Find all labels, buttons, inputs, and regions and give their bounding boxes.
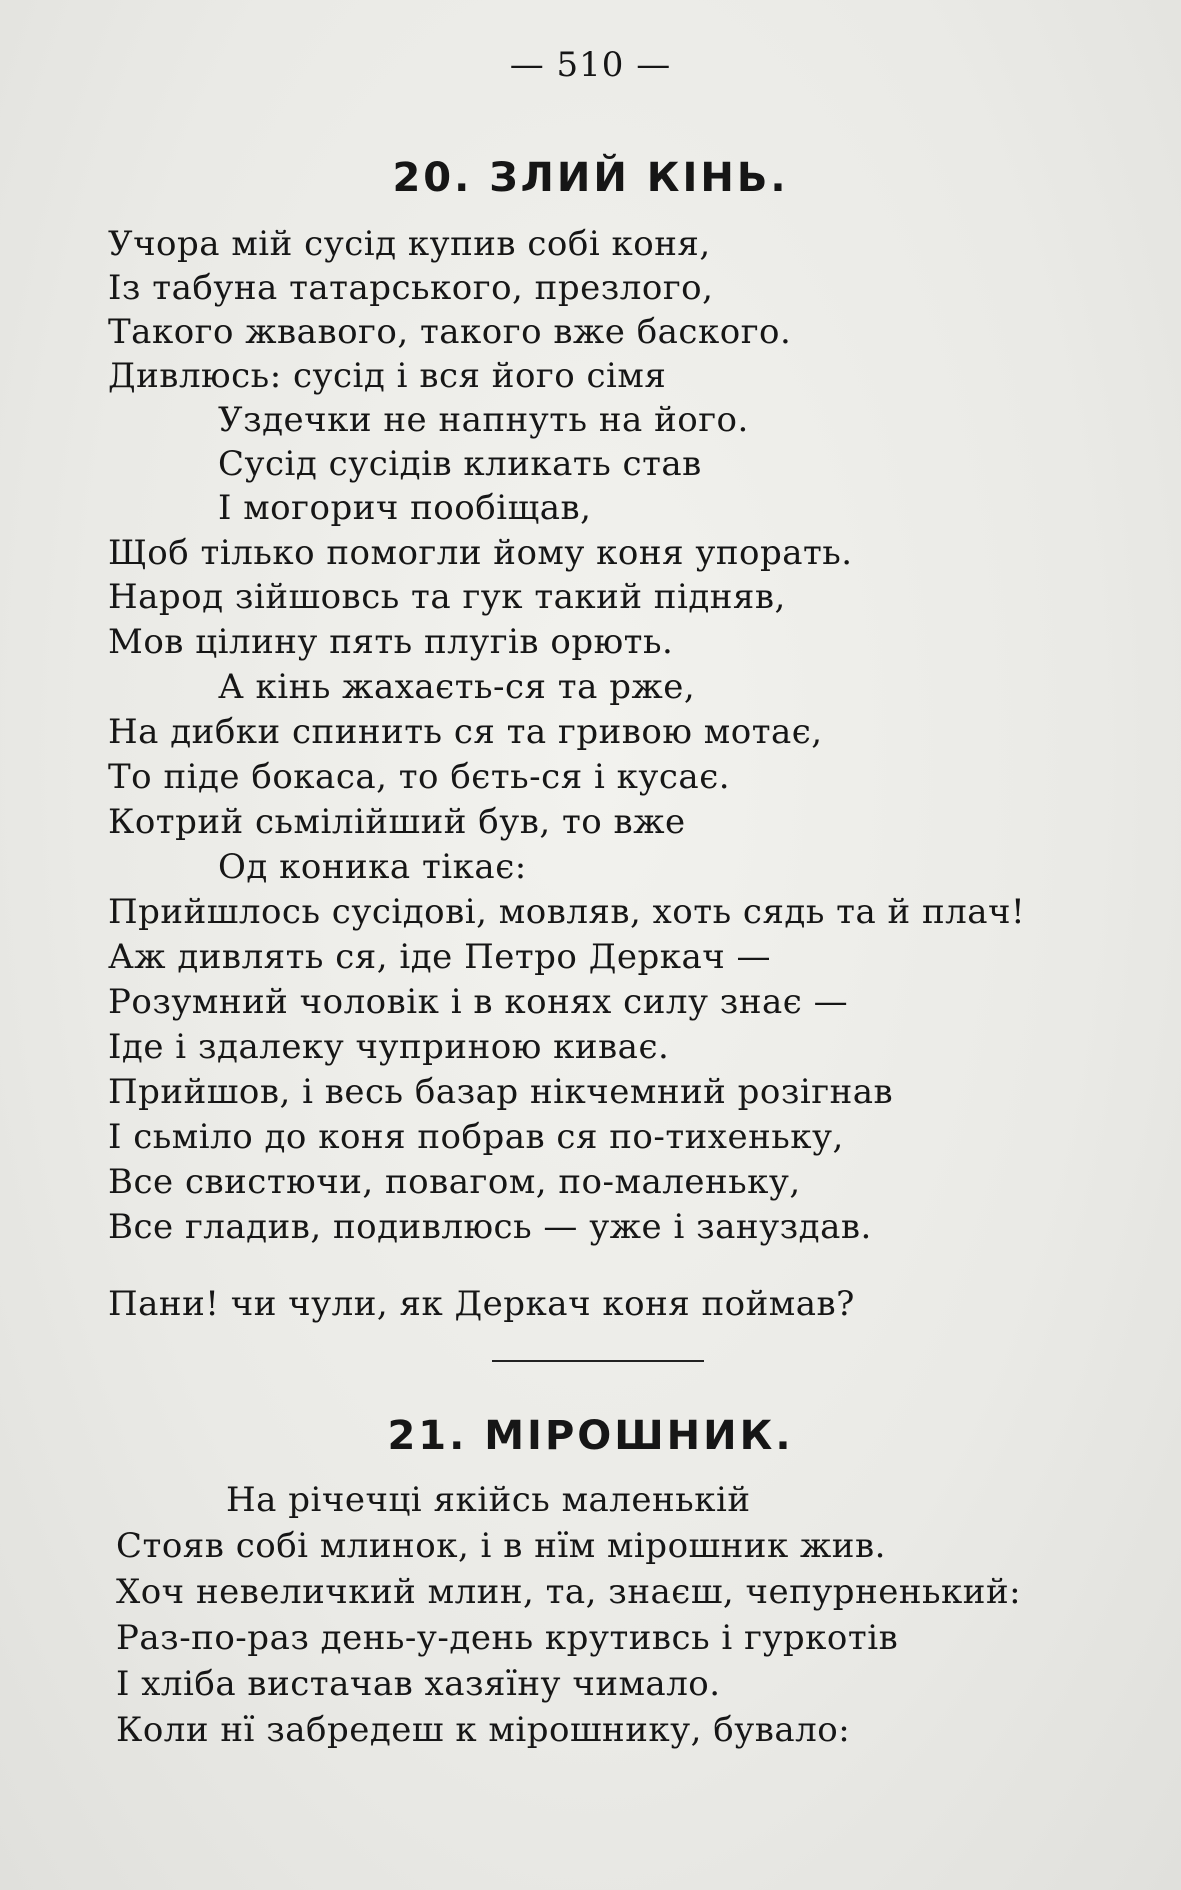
poem-line: Коли нї забредеш к мірошнику, бувало: [116, 1710, 851, 1750]
section-divider [492, 1360, 704, 1362]
poem-title: 20. ЗЛИЙ КІНЬ. [392, 155, 789, 201]
poem-line: Щоб тілько помогли йому коня упорать. [108, 533, 853, 573]
poem-line: На річечці якійсь маленькій [226, 1480, 751, 1520]
poem-line: Дивлюсь: сусід і вся його сімя [108, 356, 667, 396]
poem-line: Од коника тікає: [218, 847, 527, 887]
poem-line: І хліба вистачав хазяїну чимало. [116, 1664, 721, 1704]
poem-line: Прийшов, і весь базар нікчемний розігнав [108, 1072, 894, 1112]
poem-line: Мов цілину пять плугів орють. [108, 622, 674, 662]
poem-line: Уздечки не напнуть на його. [218, 400, 749, 440]
poem-line: Учора мій сусід купив собі коня, [108, 224, 711, 264]
poem-line: То піде бокаса, то бєть-ся і кусає. [108, 757, 731, 797]
poem-line: Хоч невеличкий млин, та, знаєш, чепурненький: [116, 1572, 1022, 1612]
poem-line: Аж дивлять ся, іде Петро Деркач — [108, 937, 772, 977]
poem-line: І могорич пообіщав, [218, 488, 592, 528]
poem-final-line: Пани! чи чули, як Деркач коня поймав? [108, 1284, 855, 1324]
poem-line: Раз-по-раз день-у-день крутивсь і гуркотів [116, 1618, 899, 1658]
poem-line: Все гладив, подивлюсь — уже і зануздав. [108, 1207, 872, 1247]
poem-line: Котрий сьмілійший був, то вже [108, 802, 686, 842]
poem-line: І сьміло до коня побрав ся по-тихеньку, [108, 1117, 844, 1157]
poem-line: Сусід сусідів кликать став [218, 444, 702, 484]
poem-line: Все свистючи, повагом, по-маленьку, [108, 1162, 801, 1202]
poem-line: Розумний чоловік і в конях силу знає — [108, 982, 849, 1022]
poem-line: Стояв собі млинок, і в нїм мірошник жив. [116, 1526, 886, 1566]
poem-line: Такого жвавого, такого вже баского. [108, 312, 792, 352]
poem-line: На дибки спинить ся та гривою мотає, [108, 712, 823, 752]
page-number: — 510 — [509, 45, 672, 85]
poem-title: 21. МІРОШНИК. [387, 1413, 794, 1459]
poem-line: Іде і здалеку чуприною киває. [108, 1027, 670, 1067]
poem-line: Народ зійшовсь та гук такий підняв, [108, 577, 786, 617]
poem-line: Із табуна татарського, презлого, [108, 268, 714, 308]
poem-line: Прийшлось сусідові, мовляв, хоть сядь та й плач! [108, 892, 1026, 932]
poem-line: А кінь жахаєть-ся та рже, [218, 667, 696, 707]
